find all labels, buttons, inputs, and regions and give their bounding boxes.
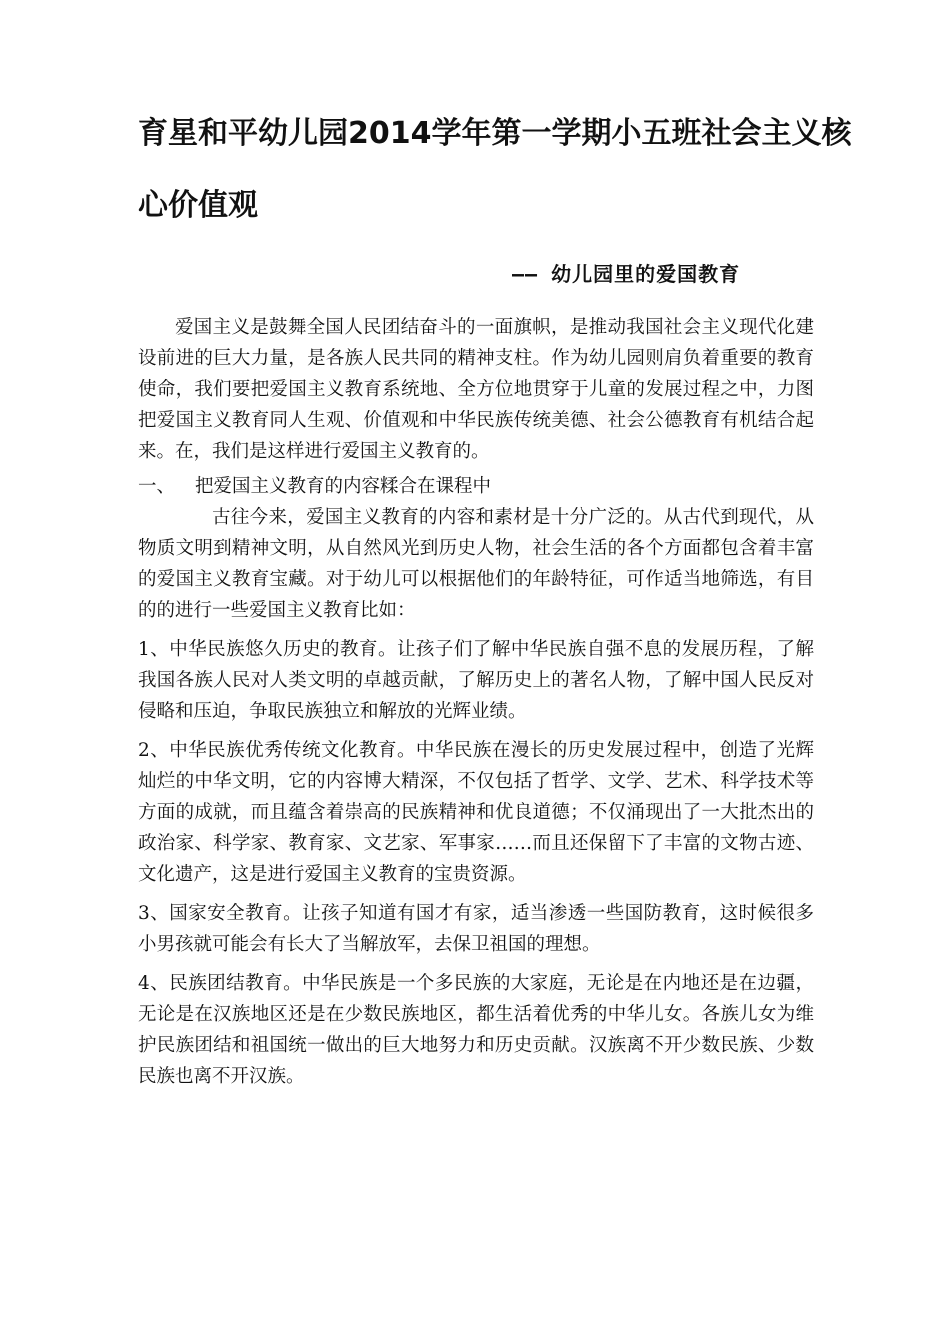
section-paragraph: 古往今来，爱国主义教育的内容和素材是十分广泛的。从古代到现代，从物质文明到精神文明，从自然风光到历史人物，社会生活的各个方面都包含着丰富的爱国主义教育宝藏。对于幼儿可以根据他们的年龄特征，可作适当地筛选，有目的的进行一些爱国主义教育比如：: [138, 507, 814, 621]
section-heading: [138, 471, 814, 502]
section-number: 一、: [138, 476, 176, 497]
list-item-4: 4、民族团结教育。中华民族是一个多民族的大家庭，无论是在内地还是在边疆，无论是在汉族地区还是在少数民族地区，都生活着优秀的中华儿女。各族儿女为维护民族团结和祖国统一做出的巨大地努力和历史贡献。汉族离不开少数民族、少数民族也离不开汉族。: [138, 973, 814, 1087]
intro-paragraph: 爱国主义是鼓舞全国人民团结奋斗的一面旗帜，是推动我国社会主义现代化建设前进的巨大力量，是各族人民共同的精神支柱。作为幼儿园则肩负着重要的教育使命，我们要把爱国主义教育系统地、全方位地贯穿于儿童的发展过程之中，力图把爱国主义教育同人生观、价值观和中华民族传统美德、社会公德教育有机结合起来。在，我们是这样进行爱国主义教育的。: [138, 317, 814, 462]
list-item-2: 2、中华民族优秀传统文化教育。中华民族在漫长的历史发展过程中，创造了光辉灿烂的中华文明，它的内容博大精深，不仅包括了哲学、文学、艺术、科学技术等方面的成就，而且蕴含着崇高的民族精神和优良道德；不仅涌现出了一大批杰出的政治家、科学家、教育家、文艺家、军事家……而且还保留下了丰富的文物古迹、文化遗产，这是进行爱国主义教育的宝贵资源。: [138, 740, 814, 885]
document-title-line2: 心价值观: [138, 188, 258, 223]
list-item-1: 1、中华民族悠久历史的教育。让孩子们了解中华民族自强不息的发展历程，了解我国各族人民对人类文明的卓越贡献，了解历史上的著名人物，了解中国人民反对侵略和压迫，争取民族独立和解放的光辉业绩。: [138, 639, 814, 722]
section-title: 把爱国主义教育的内容糅合在课程中: [195, 476, 492, 497]
document-subtitle: —— 幼儿园里的爱国教育: [512, 262, 741, 286]
document-title-line1: 育星和平幼儿园2014学年第一学期小五班社会主义核: [138, 116, 852, 151]
document-body: [138, 312, 814, 1092]
list-item-3: 3、国家安全教育。让孩子知道有国才有家，适当渗透一些国防教育，这时候很多小男孩就可能会有长大了当解放军，去保卫祖国的理想。: [138, 903, 814, 955]
